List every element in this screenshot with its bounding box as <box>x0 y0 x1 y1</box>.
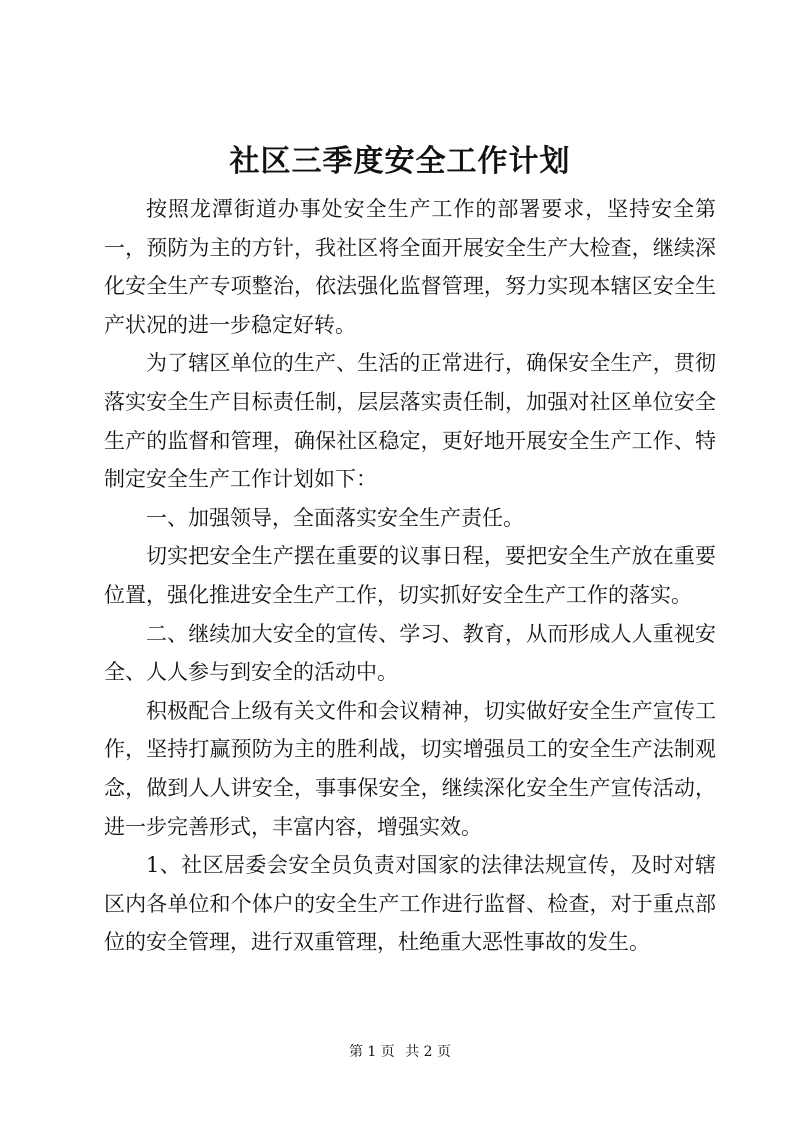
document-body <box>104 190 716 962</box>
section-heading: 一、加强领导，全面落实安全生产责任。 <box>146 505 524 530</box>
section-heading: 二、继续加大安全的宣传、学习、教育，从而形成人人重视安全、人人参与到安全的活动中。 <box>104 621 716 685</box>
document-title: 社区三季度安全工作计划 <box>229 144 571 179</box>
page-number: 第 1 页 <box>348 1044 395 1060</box>
paragraph: 按照龙潭街道办事处安全生产工作的部署要求，坚持安全第一，预防为主的方针，我社区将全面开展安全生产大检查，继续深化安全生产专项整治，依法强化监督管理，努力实现本辖区安全生产状况的进一步稳定好转。 <box>104 197 716 337</box>
page-footer <box>0 1042 800 1062</box>
paragraph: 积极配合上级有关文件和会议精神，切实做好安全生产宣传工作，坚持打赢预防为主的胜利战，切实增强员工的安全生产法制观念，做到人人讲安全，事事保安全，继续深化安全生产宣传活动，进一步完善形式，丰富内容，增强实效。 <box>104 698 716 839</box>
paragraph: 1、社区居委会安全员负责对国家的法律法规宣传，及时对辖区内各单位和个体户的安全生产工作进行监督、检查，对于重点部位的安全管理，进行双重管理，杜绝重大恶性事故的发生。 <box>104 853 716 955</box>
page-total: 共 2 页 <box>405 1044 452 1060</box>
paragraph: 切实把安全生产摆在重要的议事日程，要把安全生产放在重要位置，强化推进安全生产工作，切实抓好安全生产工作的落实。 <box>104 544 716 607</box>
paragraph: 为了辖区单位的生产、生活的正常进行，确保安全生产，贯彻落实安全生产目标责任制，层层落实责任制，加强对社区单位安全生产的监督和管理，确保社区稳定，更好地开展安全生产工作、特制定安全生产工作计划如下： <box>104 351 716 492</box>
